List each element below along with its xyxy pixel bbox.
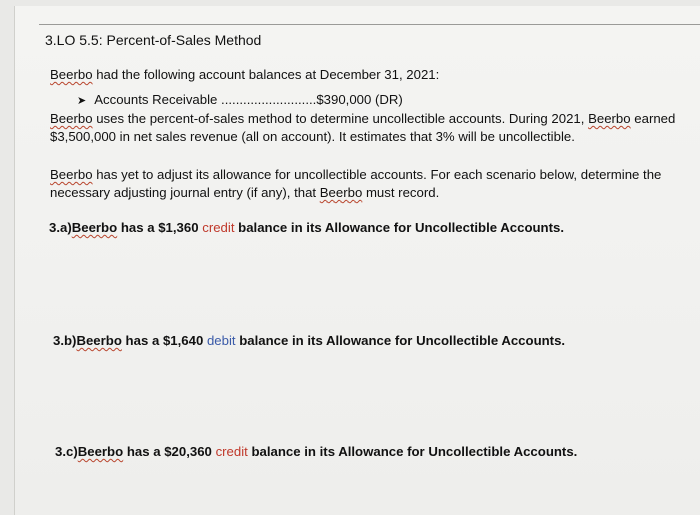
company-name: Beerbo: [77, 444, 124, 459]
scenario-b: 3.b)Beerbo has a $1,640 debit balance in its Allowance for Uncollectible Accounts.: [53, 333, 566, 348]
header-rule: [39, 24, 700, 25]
account-value: $390,000 (DR): [316, 92, 403, 107]
intro-line-3: Beerbo uses the percent-of-sales method to determine uncollectible accounts. During 2021, Beerbo earned: [50, 111, 676, 126]
instruction-line-2: necessary adjusting journal entry (if any), that Beerbo must record.: [50, 185, 440, 200]
company-name: Beerbo: [588, 111, 631, 126]
document-page: [14, 6, 700, 515]
dot-leader: ..........................: [221, 92, 317, 107]
intro-line-4: $3,500,000 in net sales revenue (all on account). It estimates that 3% will be uncollectible.: [50, 129, 575, 144]
balance-type: debit: [206, 333, 236, 348]
company-name: Beerbo: [50, 167, 93, 182]
balance-type: credit: [202, 220, 235, 235]
account-balance-item: [77, 91, 403, 110]
account-label: Accounts Receivable: [94, 92, 218, 107]
intro-line-1: Beerbo had the following account balances at December 31, 2021:: [50, 67, 440, 82]
arrow-bullet-icon: ➤: [77, 95, 87, 107]
scenario-a: 3.a)Beerbo has a $1,360 credit balance in its Allowance for Uncollectible Accounts.: [49, 220, 564, 235]
company-name: Beerbo: [76, 333, 122, 348]
company-name: Beerbo: [319, 185, 363, 200]
scenario-c: 3.c)Beerbo has a $20,360 credit balance in its Allowance for Uncollectible Accounts.: [55, 444, 578, 459]
company-name: Beerbo: [71, 220, 118, 235]
balance-type: credit: [215, 444, 248, 459]
instruction-line-1: Beerbo has yet to adjust its allowance for uncollectible accounts. For each scenario below, determine the: [50, 167, 662, 182]
company-name: Beerbo: [50, 111, 93, 126]
page-title: 3.LO 5.5: Percent-of-Sales Method: [45, 32, 262, 48]
company-name: Beerbo: [50, 67, 93, 82]
